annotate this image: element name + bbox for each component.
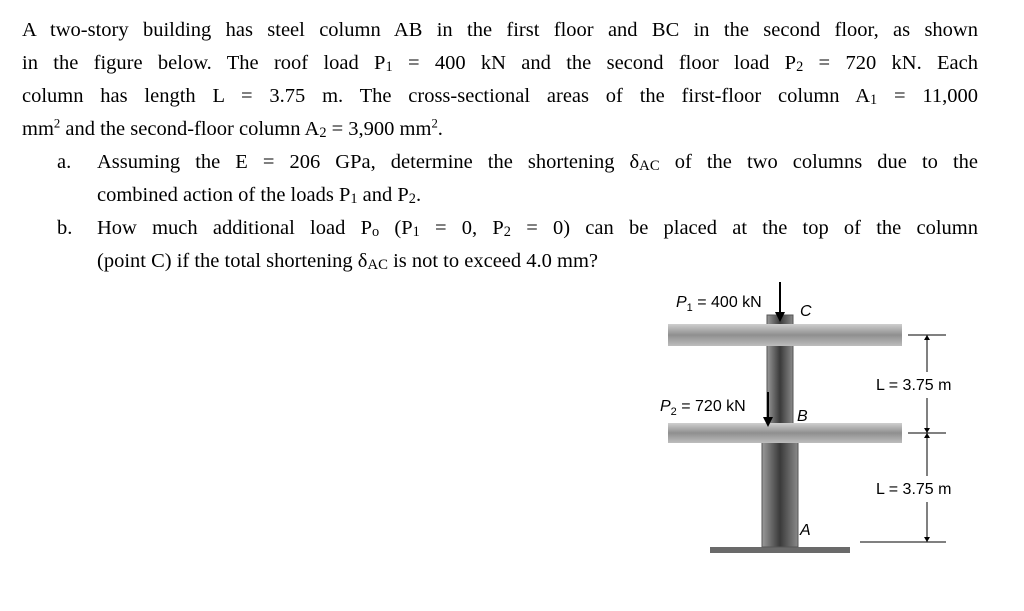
point-c-label: C xyxy=(800,303,812,320)
problem-statement xyxy=(22,14,978,278)
part-a-line-1: Assuming the E = 206 GPa, determine the shortening $\delta_{AC}$ of the two columns due to the xyxy=(97,151,978,175)
dim-label-top: L = 3.75 m xyxy=(876,377,952,394)
point-b-label: B xyxy=(797,408,808,425)
column-diagram xyxy=(650,280,980,580)
dim-arrow-2 xyxy=(924,428,930,433)
part-b-marker: b. xyxy=(57,217,73,239)
part-b-line-1: How much additional load $P_o$ ($P_1 = 0$, $P_2 = 0$) can be placed at the top of the column xyxy=(97,217,978,241)
p2-label: $P_2 = 720$ kN xyxy=(660,398,746,418)
part-b-line-2: (point C) if the total shortening $\delta_{AC}$ is not to exceed 4.0 mm? xyxy=(97,250,599,274)
part-a-line-2: combined action of the loads $P_1$ and $P_2$. xyxy=(97,184,422,208)
column-figure xyxy=(650,280,980,580)
intro-line-3: column has length L = 3.75 m. The cross-sectional areas of the first-floor column $A_1 = 11,000$ xyxy=(22,85,978,109)
intro-line-1: A two-story building has steel column AB in the first floor and BC in the second floor, as shown xyxy=(22,19,978,41)
p1-label: $P_1 = 400$ kN xyxy=(676,294,762,314)
dim-arrow-1 xyxy=(924,335,930,340)
dim-arrow-3 xyxy=(924,433,930,438)
ground xyxy=(710,547,850,553)
part-a xyxy=(22,146,978,212)
intro-line-4: $mm^2$ and the second-floor column $A_2 = 3,900$ $mm^2$. xyxy=(22,116,443,142)
dim-arrow-4 xyxy=(924,537,930,542)
dim-label-bottom: L = 3.75 m xyxy=(876,481,952,498)
column-ab xyxy=(762,433,798,547)
intro-line-2: in the figure below. The roof load $P_1 = 400$ kN and the second floor load $P_2 = 720$ kN. Each xyxy=(22,52,978,76)
roof-beam xyxy=(668,324,902,346)
part-a-marker: a. xyxy=(57,151,72,173)
floor-beam xyxy=(668,423,902,443)
part-b xyxy=(22,212,978,278)
point-a-label: A xyxy=(800,522,811,539)
